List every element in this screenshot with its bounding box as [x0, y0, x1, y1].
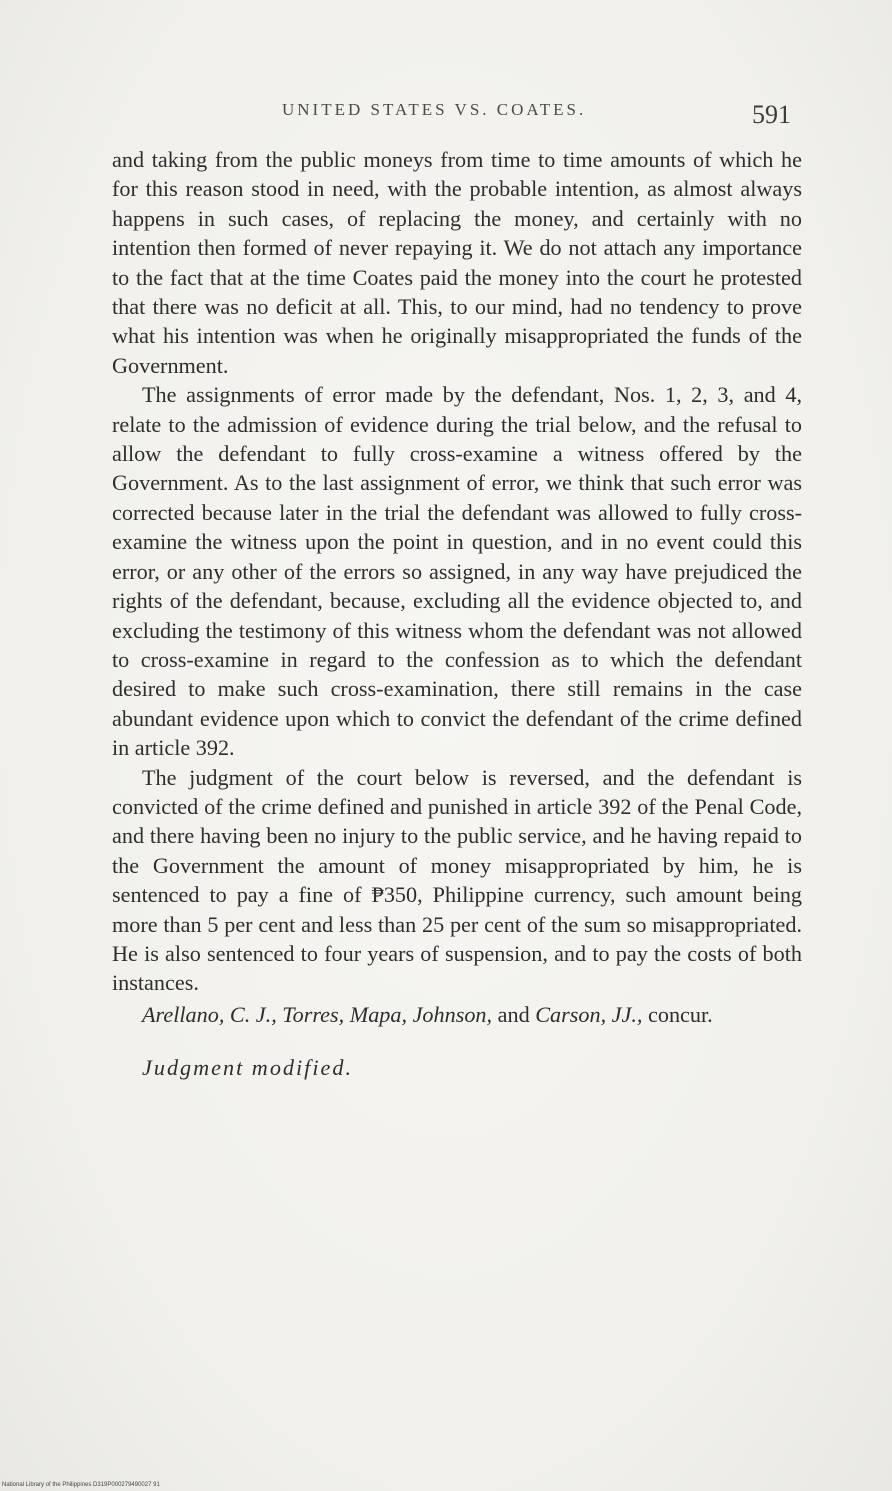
concurrence-verb: concur.: [648, 1001, 713, 1027]
page-number: 591: [752, 100, 791, 129]
paragraph-judgment: The judgment of the court below is reversed, and the defendant is convicted of the crime defined and punished in article 392 of the Penal Code, and there having been no injury to the public service, and he having repaid to the Government the amount of money misappropriated by him, he is sentenced to pay a fine of ₱350, Philippine currency, such amount being more than 5 per cent and less than 25 per cent of the sum so misappropriated. He is also sentenced to four years of suspension, and to pay the costs of both instances.: [112, 764, 802, 996]
body-text: [112, 145, 802, 1083]
paragraph-assignments-of-error: The assignments of error made by the defendant, Nos. 1, 2, 3, and 4, relate to the admission of evidence during the trial below, and the refusal to allow the defendant to fully cross-examine a witness offered by the Government. As to the last assignment of error, we think that such error was corrected because later in the trial the defendant was allowed to fully cross-examine the witness upon the point in question, and in no event could this error, or any other of the errors so assigned, in any way have prejudiced the rights of the defendant, because, excluding all the evidence objected to, and excluding the testimony of this witness whom the defendant was not allowed to cross-examine in regard to the confession as to which the defendant desired to make such cross-examination, there still remains in the case abundant evidence upon which to convict the defendant of the crime defined in article 392.: [112, 382, 802, 761]
concurring-justice-last: Carson, JJ.,: [535, 1001, 643, 1027]
concurrence-and: and: [497, 1001, 530, 1027]
concurrence-line: [112, 1000, 802, 1029]
library-stamp: National Library of the Philippines D319P000279490027 91: [2, 1482, 160, 1488]
paragraph-continuation: and taking from the public moneys from time to time amounts of which he for this reason stood in need, with the probable intention, as almost always happens in such cases, of replacing the money, and certainly with no intention then formed of never repaying it. We do not attach any importance to the fact that at the time Coates paid the money into the court he protested that there was no deficit at all. This, to our mind, had no tendency to prove what his intention was when he originally misappropriated the funds of the Government.: [112, 147, 802, 378]
disposition: Judgment modified.: [142, 1055, 353, 1081]
running-head: UNITED STATES VS. COATES.: [282, 100, 587, 119]
concurring-justices: Arellano, C. J., Torres, Mapa, Johnson,: [142, 1001, 493, 1027]
